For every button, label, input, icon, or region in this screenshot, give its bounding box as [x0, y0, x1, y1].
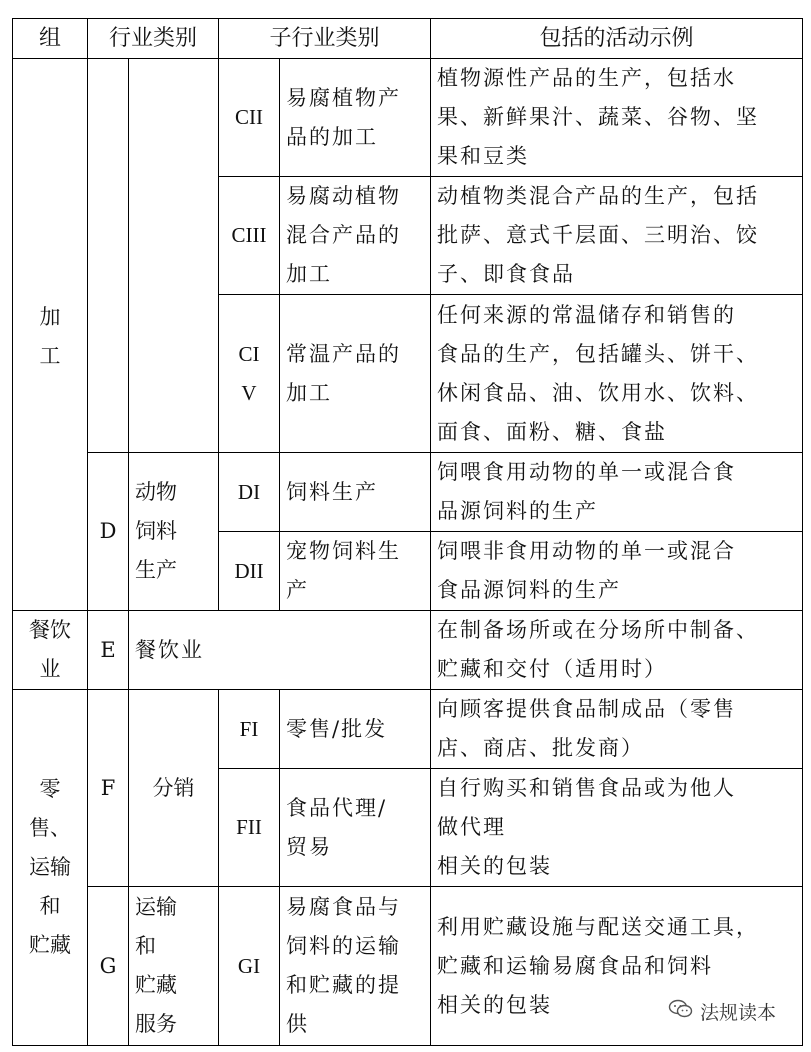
sub-name: 易腐动植物 混合产品的 加工	[280, 177, 431, 295]
sub-name: 易腐食品与 饲料的运输 和贮藏的提 供	[280, 887, 431, 1046]
industry-code: G	[88, 887, 129, 1046]
table-row	[13, 611, 803, 690]
header-examples: 包括的活动示例	[431, 19, 803, 59]
industry-name-c	[129, 59, 219, 453]
examples: 向顾客提供食品制成品（零售 店、商店、批发商）	[431, 690, 803, 769]
examples: 植物源性产品的生产，包括水 果、新鲜果汁、蔬菜、谷物、坚 果和豆类	[431, 59, 803, 177]
group-processing: 加 工	[13, 59, 88, 611]
wechat-icon	[668, 999, 694, 1024]
industry-code-c	[88, 59, 129, 453]
examples: 自行购买和销售食品或为他人 做代理 相关的包装	[431, 769, 803, 887]
industry-name: 分销	[129, 690, 219, 887]
sub-code: CII	[219, 59, 280, 177]
header-industry: 行业类别	[88, 19, 219, 59]
watermark-text: 法规读本	[700, 1002, 777, 1024]
examples: 饲喂食用动物的单一或混合食 品源饲料的生产	[431, 453, 803, 532]
sub-name: 易腐植物产 品的加工	[280, 59, 431, 177]
examples: 利用贮藏设施与配送交通工具， 贮藏和运输易腐食品和饲料 相关的包装	[431, 887, 803, 1046]
industry-name: 餐饮业	[129, 611, 431, 690]
sub-name: 常温产品的 加工	[280, 295, 431, 453]
table-row	[13, 59, 803, 177]
examples: 在制备场所或在分场所中制备、 贮藏和交付（适用时）	[431, 611, 803, 690]
table-row	[13, 690, 803, 769]
sub-name: 宠物饲料生 产	[280, 532, 431, 611]
industry-code: F	[88, 690, 129, 887]
examples: 饲喂非食用动物的单一或混合 食品源饲料的生产	[431, 532, 803, 611]
header-sub-industry: 子行业类别	[219, 19, 431, 59]
industry-code: E	[88, 611, 129, 690]
sub-code: DII	[219, 532, 280, 611]
industry-name: 运输 和 贮藏 服务	[129, 887, 219, 1046]
examples: 任何来源的常温储存和销售的 食品的生产，包括罐头、饼干、 休闲食品、油、饮用水、饮料、 面食、面粉、糖、食盐	[431, 295, 803, 453]
table-row	[13, 453, 803, 532]
group-catering: 餐饮 业	[13, 611, 88, 690]
sub-code: GI	[219, 887, 280, 1046]
sub-name: 饲料生产	[280, 453, 431, 532]
header-group: 组	[13, 19, 88, 59]
industry-table	[12, 18, 803, 1046]
watermark	[668, 998, 776, 1025]
sub-name: 零售/批发	[280, 690, 431, 769]
industry-name: 动物 饲料 生产	[129, 453, 219, 611]
sub-code: DI	[219, 453, 280, 532]
header-row	[13, 19, 803, 59]
industry-code: D	[88, 453, 129, 611]
sub-name: 食品代理/ 贸易	[280, 769, 431, 887]
examples: 动植物类混合产品的生产，包括 批萨、意式千层面、三明治、饺 子、即食食品	[431, 177, 803, 295]
sub-code: CI V	[219, 295, 280, 453]
sub-code: FII	[219, 769, 280, 887]
sub-code: CIII	[219, 177, 280, 295]
group-retail: 零 售、 运输 和 贮藏	[13, 690, 88, 1046]
sub-code: FI	[219, 690, 280, 769]
